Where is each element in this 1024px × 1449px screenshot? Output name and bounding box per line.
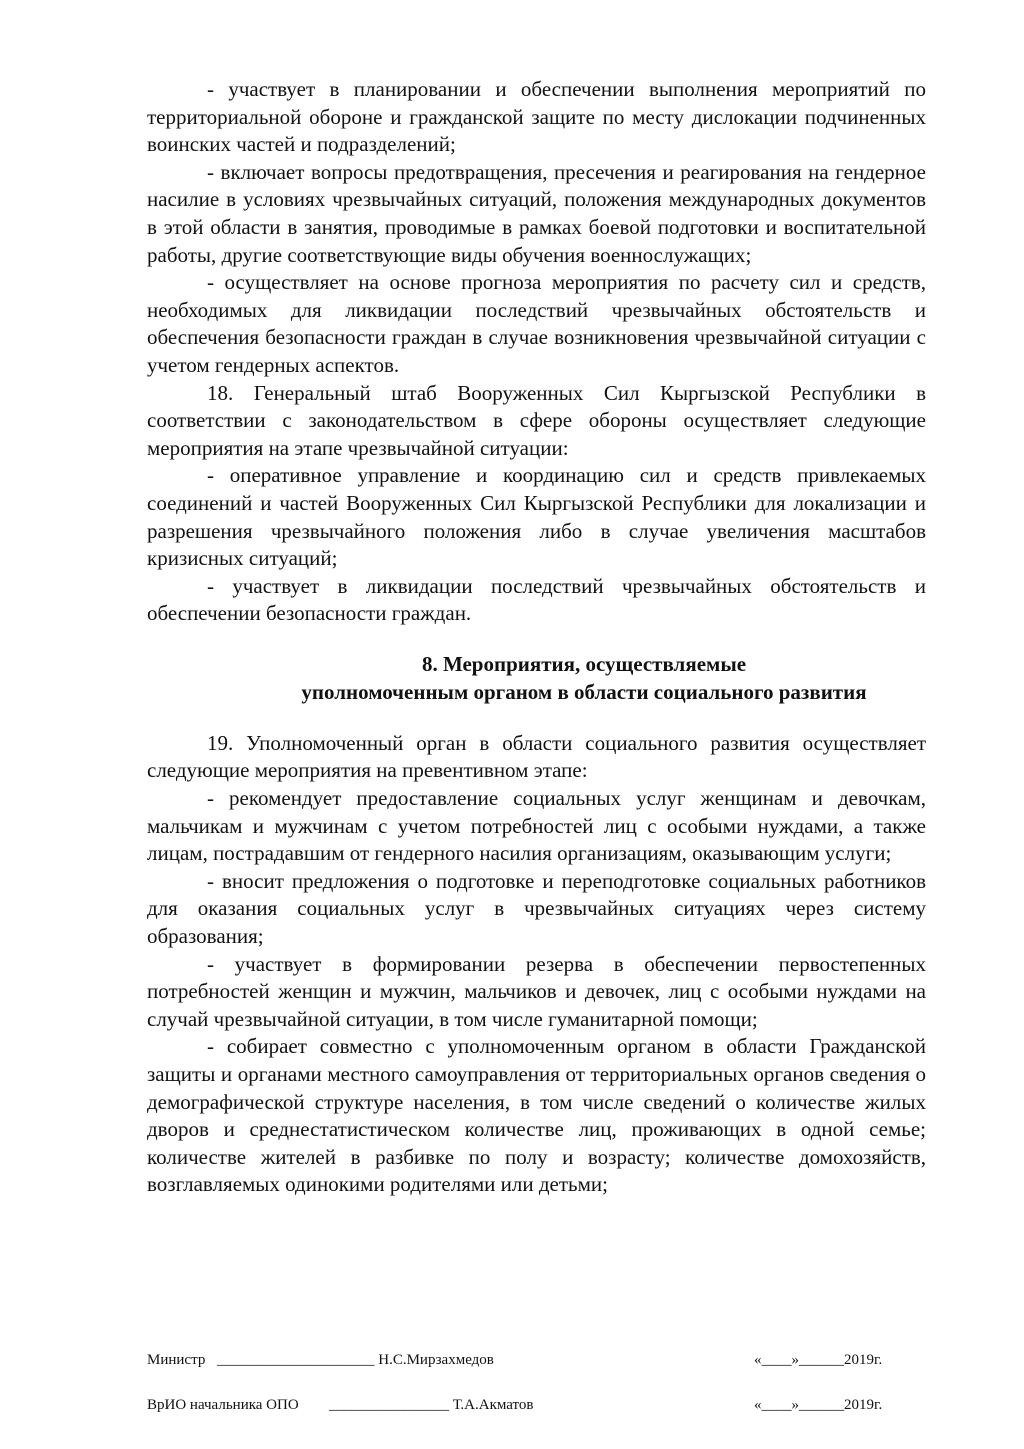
signer-role: Министр [147, 1352, 206, 1368]
signature-row-head [147, 1397, 907, 1417]
paragraph: - рекомендует предоставление социальных услуг женщинам и девочкам, мальчикам и мужчинам с учетом потребностей лиц с особыми нуждами, а также лицам, пострадавшим от гендерного насилия организациям, оказывающим услуги; [147, 786, 926, 866]
signer-role: ВрИО начальника ОПО [147, 1397, 299, 1413]
signature-date: «____»______2019г. [754, 1352, 883, 1368]
signature-line: _____________________ Н.С.Мирзахмедов [217, 1352, 494, 1368]
section-heading [147, 650, 926, 706]
paragraph: - участвует в планировании и обеспечении выполнения мероприятий по территориальной обороне и гражданской защите по месту дислокации подчиненных воинских частей и подразделений; [147, 77, 926, 157]
paragraph: - участвует в ликвидации последствий чрезвычайных обстоятельств и обеспечении безопасности граждан. [147, 573, 926, 626]
document-body [147, 76, 926, 1199]
section-heading-line1: 8. Мероприятия, осуществляемые [421, 651, 747, 676]
paragraph: - оперативное управление и координацию сил и средств привлекаемых соединений и частей Вооруженных Сил Кыргызской Республики для локализации и разрешения чрезвычайного положения либо в случае увеличения масштабов кризисных ситуаций; [147, 463, 926, 571]
paragraph: - включает вопросы предотвращения, пресечения и реагирования на гендерное насилие в условиях чрезвычайных ситуаций, положения международных документов в этой области в занятия, проводимые в рамках боевой подготовки и воспитательной работы, другие соответствующие виды обучения военнослужащих; [147, 159, 926, 267]
paragraph: - собирает совместно с уполномоченным органом в области Гражданской защиты и органами местного самоуправления от территориальных органов сведения о демографической структуре населения, в том числе сведений о количестве жилых дворов и среднестатистическом количестве лиц, проживающих в одной семье; количестве жителей в разбивке по полу и возрасту; количестве домохозяйств, возглавляемых одинокими родителями или детьми; [147, 1034, 926, 1197]
paragraph: - участвует в формировании резерва в обеспечении первостепенных потребностей женщин и мужчин, мальчиков и девочек, лиц с особыми нуждами на случай чрезвычайной ситуации, в том числе гуманитарной помощи; [147, 951, 926, 1031]
signature-row-minister [147, 1352, 907, 1372]
signature-date: «____»______2019г. [754, 1397, 883, 1413]
section-heading-line2: уполномоченным органом в области социального развития [301, 679, 867, 704]
paragraph: - осуществляет на основе прогноза мероприятия по расчету сил и средств, необходимых для ликвидации последствий чрезвычайных обстоятельств и обеспечения безопасности граждан в случае возникновения чрезвычайной ситуации с учетом гендерных аспектов. [147, 270, 926, 377]
signature-line: ________________ Т.А.Акматов [329, 1397, 534, 1413]
paragraph: - вносит предложения о подготовке и переподготовке социальных работников для оказания социальных услуг в чрезвычайных ситуациях через систему образования; [147, 868, 926, 949]
paragraph: 18. Генеральный штаб Вооруженных Сил Кыргызской Республики в соответствии с законодательством в сфере обороны осуществляет следующие мероприятия на этапе чрезвычайной ситуации: [147, 380, 926, 460]
paragraph: 19. Уполномоченный орган в области социального развития осуществляет следующие мероприятия на превентивном этапе: [147, 730, 926, 783]
